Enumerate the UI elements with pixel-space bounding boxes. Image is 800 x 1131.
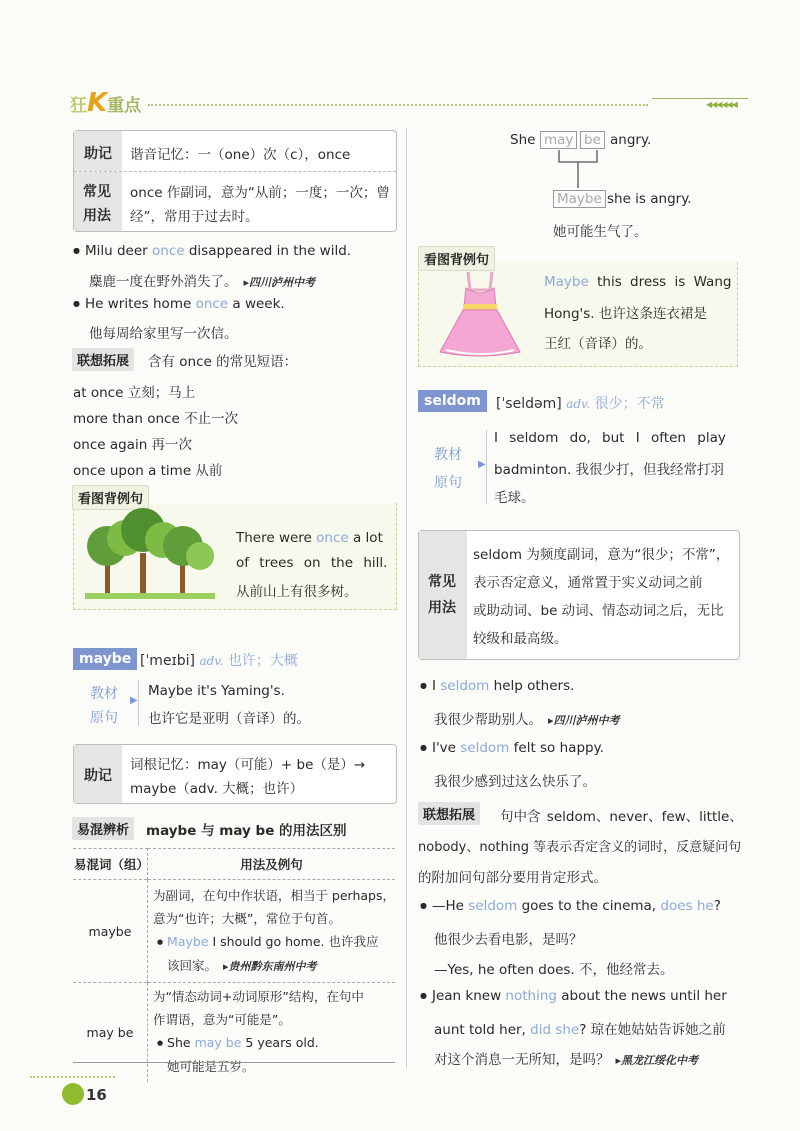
bulb-icon — [62, 1083, 84, 1105]
example-highlight: Maybe — [167, 934, 209, 949]
phonetic: [ˈseldəm] — [496, 396, 562, 412]
example-source: ▸贵州黔东南州中考 — [222, 960, 317, 973]
card-text: this dress is Wang — [588, 274, 732, 290]
seldom-usage-tag-1: 常见 — [428, 574, 456, 590]
seldom-usage-line-3: 或助动词、be 动词、情态动词之后，无比 — [473, 603, 724, 619]
trees-sentence-1 — [236, 530, 383, 546]
seldom-usage-line-1: seldom 为频度副词，意为“很少；不常”， — [473, 547, 730, 563]
example-text: Milu deer — [84, 243, 153, 259]
tag-question-1-cn: 他很少去看电影，是吗？ — [434, 932, 583, 948]
demo-bracket — [555, 150, 605, 190]
table-row — [73, 880, 395, 983]
example-source: ▸黑龙江绥化中考 — [615, 1054, 699, 1067]
footer-dotted-rule — [30, 1076, 115, 1078]
example-text: 该回家。 — [166, 958, 217, 973]
usage-tag-bg — [419, 531, 467, 659]
origin-arrow-icon: ▶ — [478, 459, 486, 470]
part-of-speech: adv. — [566, 397, 591, 411]
confuse-title: maybe 与 may be 的用法区别 — [146, 823, 347, 839]
example-text: I — [431, 678, 441, 694]
demo-maybe-box: Maybe — [553, 190, 606, 208]
seldom-extend-line-3: 的附加问句部分要用肯定形式。 — [418, 870, 607, 886]
dress-sentence-2: Hong's. 也许这条连衣裙是 — [544, 306, 707, 322]
once-info-box — [73, 130, 397, 232]
seldom-example-2-cn: 我很少感到过这么快乐了。 — [434, 774, 596, 790]
trees-card-tag: 看图背例句 — [72, 485, 149, 510]
card-highlight: once — [316, 530, 349, 546]
origin-arrow-icon: ▶ — [130, 695, 138, 706]
example-text: a week. — [228, 296, 285, 312]
demo-cn: 她可能生气了。 — [553, 224, 648, 240]
tag-question-2-line-3 — [434, 1048, 698, 1068]
header-dotted-rule — [148, 104, 648, 106]
header-logo — [70, 88, 141, 118]
example-text: He writes home — [84, 296, 196, 312]
usage-line-1: once 作副词，意为“从前；一度；一次；曾 — [130, 185, 390, 201]
confuse-tag: 易混辨析 — [72, 817, 134, 840]
usage-example: ● She may be 5 years old. — [156, 1035, 319, 1050]
gloss: 也许；大概 — [227, 653, 298, 669]
demo-she: She — [510, 132, 536, 148]
seldom-example-1-cn — [434, 708, 620, 728]
table-cell-word: may be — [73, 983, 147, 1083]
table-header-cell: 易混词（组） — [73, 849, 147, 880]
demo-angry: angry. — [610, 132, 652, 148]
seldom-extend-line-1: 句中含 seldom、never、few、little、 — [500, 809, 743, 825]
table-row — [73, 983, 395, 1083]
once-extend-tag: 联想拓展 — [72, 348, 134, 371]
example-highlight: seldom — [460, 740, 510, 756]
example-text: ? 琼在她姑姑告诉她之前 — [579, 1022, 726, 1038]
maybe-phonetic-line — [140, 650, 298, 670]
seldom-example-2 — [420, 740, 604, 756]
usage-example: ● Maybe I should go home. 也许我应 — [156, 934, 379, 949]
usage-line: 作谓语，意为“可能是”。 — [152, 1012, 291, 1027]
card-text: There were — [236, 530, 317, 546]
dress-sentence-3: 王红（音译）的。 — [544, 336, 652, 352]
maybe-origin-cn: 也许它是亚明（音译）的。 — [148, 711, 310, 727]
card-text: a lot — [348, 530, 383, 546]
part-of-speech: adv. — [199, 654, 224, 668]
trees-sentence-cn: 从前山上有很多树。 — [236, 584, 358, 600]
seldom-extend-line-2: nobody、nothing 等表示否定含义的词时，反意疑问句 — [418, 840, 742, 855]
seldom-usage-box — [418, 530, 740, 660]
logo-suffix: 重点 — [107, 96, 142, 116]
maybe-mnemonic-tag: 助记 — [84, 768, 112, 784]
table-header-row — [73, 849, 395, 880]
example-text: felt so happy. — [509, 740, 604, 756]
once-extend-intro: 含有 once 的常见短语： — [148, 354, 298, 370]
maybe-origin-tag-1: 教材 — [90, 686, 118, 702]
phonetic: [ˈmeɪbi] — [140, 653, 196, 669]
example-highlight: did she — [530, 1022, 580, 1038]
seldom-origin-tag-1: 教材 — [434, 447, 462, 463]
seldom-usage-tag-2: 用法 — [428, 600, 456, 616]
phrase-item: once upon a time 从前 — [73, 463, 223, 479]
example-translation: 麋鹿一度在野外消失了。 — [89, 274, 238, 290]
example-source: ▸四川泸州中考 — [548, 714, 620, 727]
usage-line: 意为“也许；大概”，常位于句首。 — [152, 911, 341, 926]
trees-illustration — [85, 508, 215, 603]
example-text: goes to the cinema, — [517, 898, 661, 914]
seldom-origin-line-1: I seldom do, but I often play — [494, 430, 726, 446]
seldom-usage-line-4: 较级和最高级。 — [473, 631, 568, 647]
seldom-origin-line-3: 毛球。 — [494, 490, 535, 506]
seldom-origin-tag-2: 原句 — [434, 475, 462, 491]
seldom-usage-line-2: 表示否定意义，通常置于实义动词之前 — [473, 575, 703, 591]
example-text: ? — [713, 898, 721, 914]
example-highlight: once — [152, 243, 185, 259]
usage-line: 为“情态动词+动词原形”结构，在句中 — [152, 989, 364, 1004]
table-bottom-rule — [73, 1062, 395, 1063]
column-divider — [406, 128, 407, 1068]
seldom-example-1 — [420, 678, 574, 694]
dress-card-tag: 看图背例句 — [418, 246, 495, 271]
example-text: 5 years old. — [241, 1035, 319, 1050]
maybe-word-tag: maybe — [73, 648, 137, 670]
gloss: 很少；不常 — [594, 396, 665, 412]
mnemonic-tag: 助记 — [84, 146, 112, 162]
once-example-2-cn: 他每周给家里写一次信。 — [89, 326, 238, 342]
maybe-origin-en: Maybe it's Yaming's. — [148, 683, 285, 699]
trees-sentence-2: of trees on the hill. — [236, 555, 388, 571]
example-text: —He — [431, 898, 469, 914]
header-arrows: ◀◀◀◀◀◀ — [706, 100, 737, 109]
example-text: help others. — [489, 678, 575, 694]
table-cell-usage — [147, 880, 395, 983]
example-text: aunt told her, — [434, 1022, 531, 1038]
tag-question-1 — [420, 898, 721, 914]
dress-sentence-1 — [544, 274, 731, 290]
seldom-origin-divider — [486, 430, 487, 504]
maybe-mnemonic-line-1: 词根记忆：may（可能）+ be（是）→ — [130, 757, 366, 773]
example-text: Jean knew — [431, 988, 506, 1004]
usage-example-cont — [153, 954, 395, 978]
seldom-word-tag: seldom — [418, 390, 487, 412]
usage-example-cont: 她可能是五岁。 — [166, 1059, 255, 1074]
example-highlight: nothing — [505, 988, 557, 1004]
mnemonic-text: 谐音记忆：一（one）次（c），once — [130, 147, 351, 163]
confuse-table — [73, 848, 395, 1082]
maybe-origin-tag-2: 原句 — [90, 710, 118, 726]
example-highlight: seldom — [440, 678, 490, 694]
maybe-origin-divider — [138, 680, 139, 726]
once-example-1 — [73, 243, 351, 259]
once-example-2 — [73, 296, 285, 312]
usage-line: 为副词，在句中作状语，相当于 perhaps， — [152, 888, 395, 903]
table-cell-usage — [147, 983, 395, 1083]
page-number: 16 — [86, 1086, 107, 1104]
header-solid-rule — [652, 98, 748, 99]
maybe-mnemonic-line-2: maybe（adv. 大概；也许） — [130, 781, 304, 797]
example-text: I've — [431, 740, 461, 756]
demo-be-box: be — [580, 131, 605, 149]
seldom-origin-line-2: badminton. 我很少打，但我经常打羽 — [494, 462, 725, 478]
phrase-item: once again 再一次 — [73, 437, 193, 453]
example-text: about the news until her — [556, 988, 727, 1004]
example-text: I should go home. 也许我应 — [208, 934, 379, 949]
example-text: She — [167, 1035, 195, 1050]
example-text: disappeared in the wild. — [184, 243, 352, 259]
tag-question-2-line-2 — [434, 1018, 726, 1038]
example-highlight: may be — [194, 1035, 242, 1050]
seldom-extend-tag: 联想拓展 — [418, 802, 480, 825]
usage-line-2: 经”，常用于过去时。 — [130, 209, 259, 225]
table-cell-word: maybe — [73, 880, 147, 983]
tag-answer-1: —Yes, he often does. 不，他经常去。 — [434, 962, 674, 978]
example-source: ▸四川泸州中考 — [243, 276, 316, 289]
logo-prefix: 狂 — [70, 96, 87, 116]
logo-k: K — [87, 88, 108, 118]
maybe-mnemonic-box — [73, 744, 397, 804]
usage-tag-1: 常见 — [83, 184, 111, 200]
demo-she-is-angry: she is angry. — [607, 191, 692, 207]
once-example-1-cn — [89, 270, 315, 290]
usage-tag-2: 用法 — [83, 208, 111, 224]
example-translation: 我很少帮助别人。 — [434, 712, 542, 728]
phrase-item: at once 立刻；马上 — [73, 385, 196, 401]
tag-question-2 — [420, 988, 727, 1004]
example-highlight: does he — [660, 898, 714, 914]
example-highlight: seldom — [468, 898, 518, 914]
phrase-item: more than once 不止一次 — [73, 411, 239, 427]
dress-illustration — [436, 268, 524, 360]
example-translation: 对这个消息一无所知，是吗？ — [434, 1052, 610, 1068]
box-divider — [74, 171, 396, 172]
demo-may-box: may — [540, 131, 577, 149]
table-header-cell: 用法及例句 — [147, 849, 395, 880]
example-highlight: once — [195, 296, 229, 312]
seldom-phonetic-line — [496, 393, 665, 413]
card-highlight: Maybe — [544, 274, 589, 290]
